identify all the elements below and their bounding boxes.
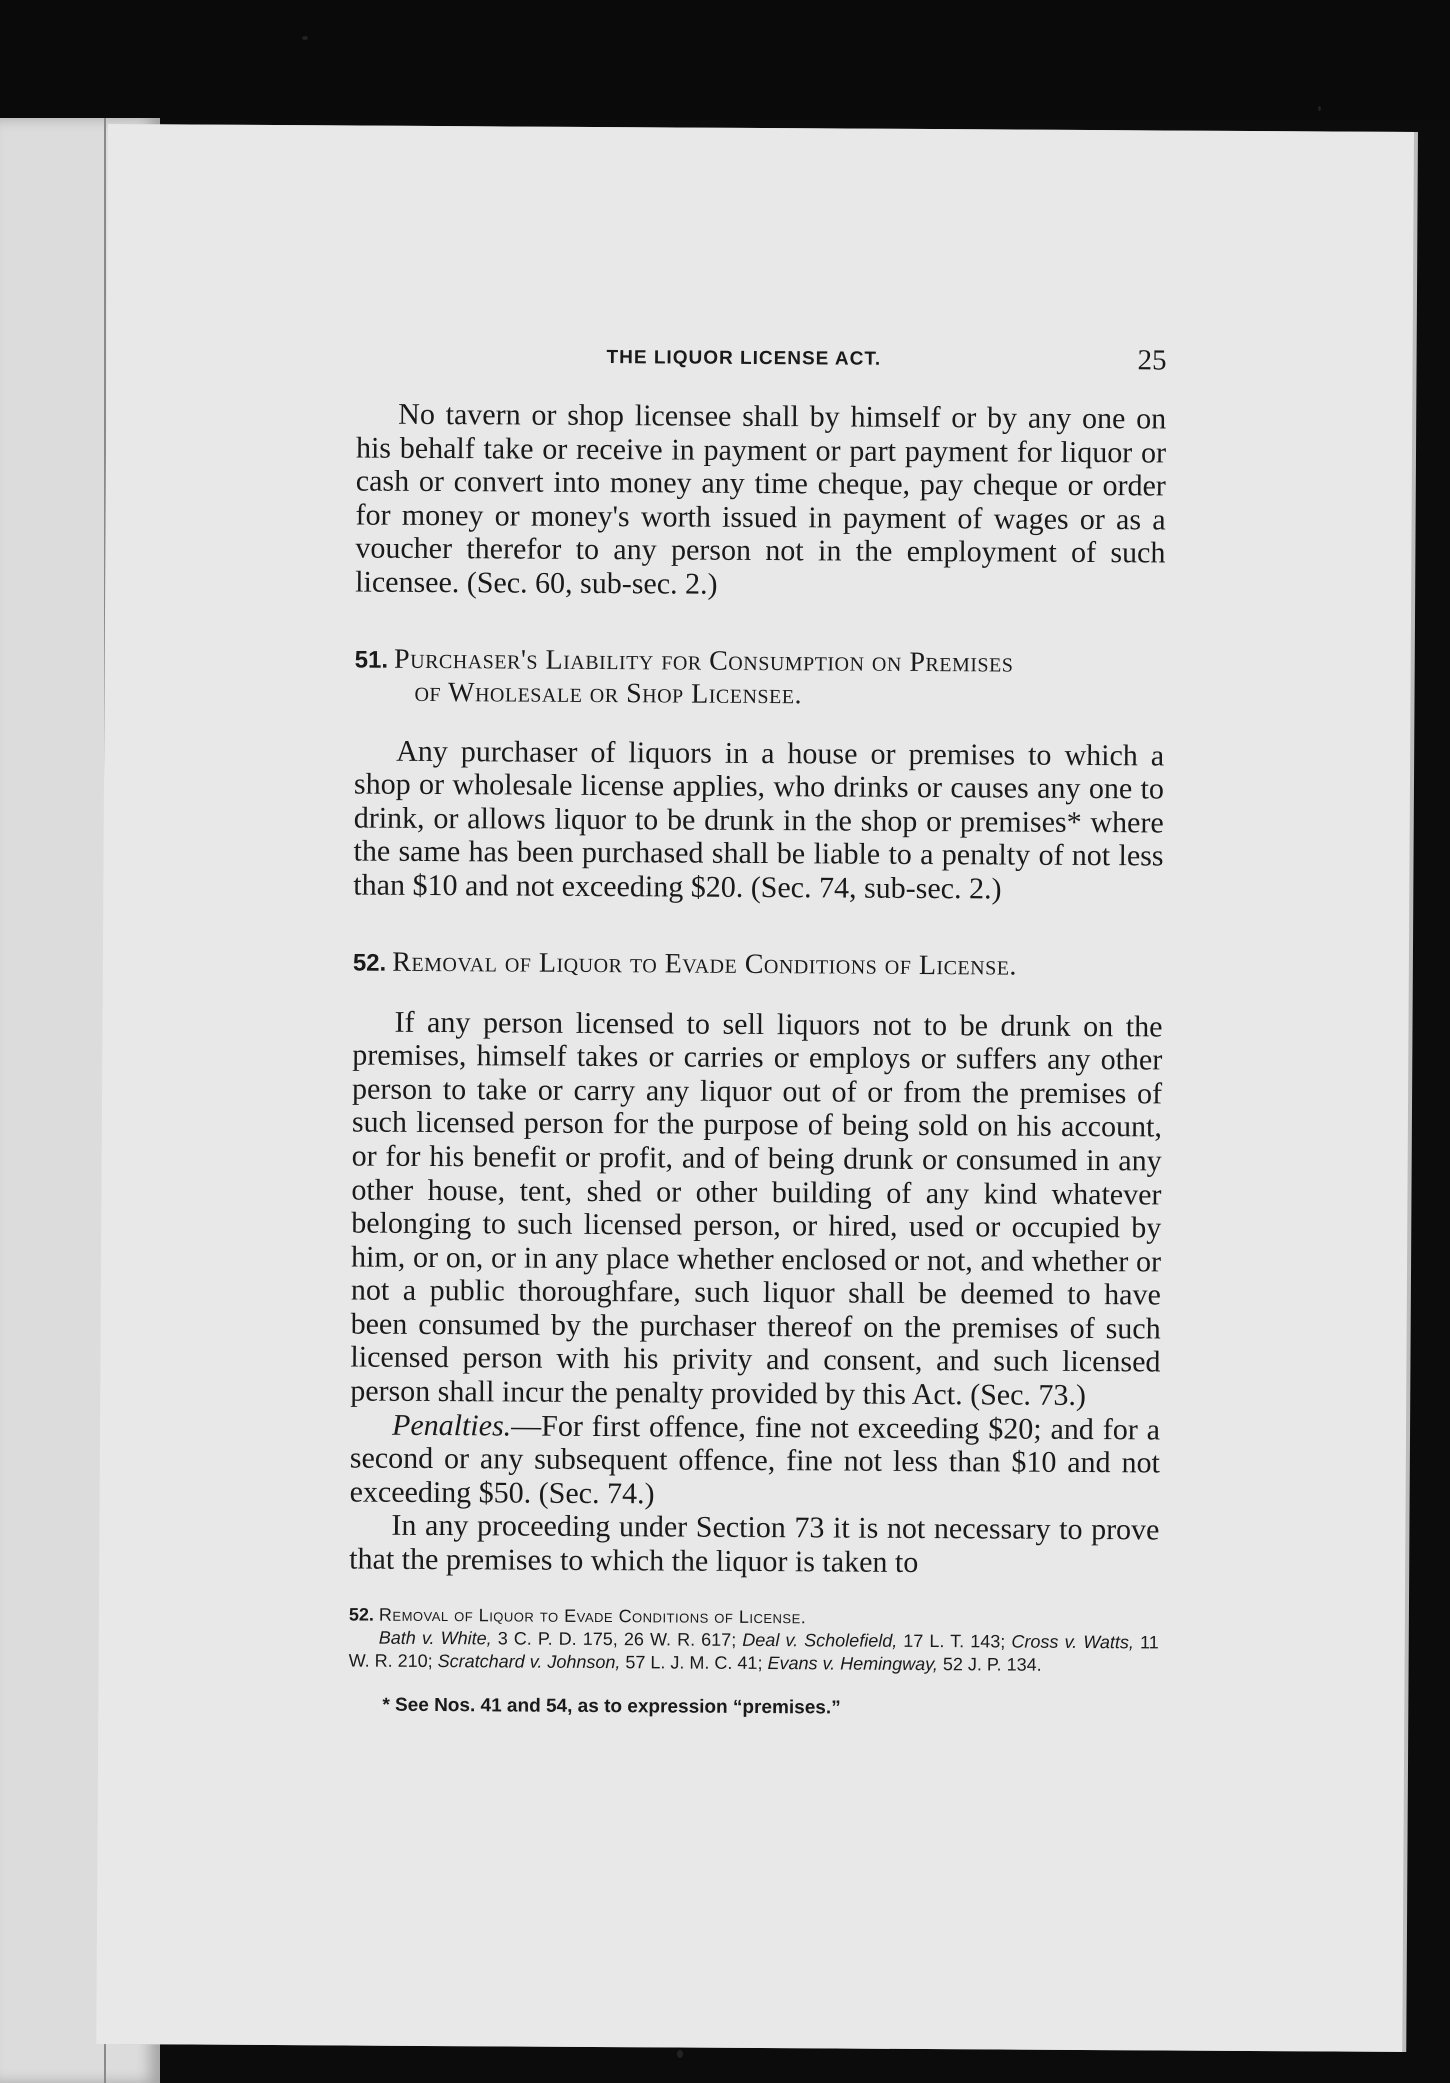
paragraph-tavern-licensee: No tavern or shop licensee shall by himself or by any one on his behalf take or receive in payment or part payment for liquor or cash or convert into money any time cheque, pay cheque or order for money or money's worth issued in payment of wages or as a voucher therefor to any person not in the employment of such licensee. (Sec. 60, sub-sec. 2.): [355, 397, 1167, 601]
section-52-heading: [353, 946, 1163, 984]
page-content: [348, 346, 1166, 1722]
scan-background: [0, 0, 1450, 120]
case-name: Evans v. Hemingway,: [767, 1652, 938, 1674]
case-citation: 3 C. P. D. 175, 26 W. R. 617;: [491, 1627, 743, 1650]
case-name: Deal v. Scholefield,: [742, 1629, 898, 1651]
case-name: Scratchard v. Johnson,: [437, 1650, 621, 1672]
section-52-title: Removal of Liquor to Evade Conditions of License.: [392, 946, 1018, 982]
penalties-text: —For first offence, fine not exceeding $20; and for a second or any subsequent offence, fine not less than $10 and not exceeding $50. (Sec. 74.): [349, 1409, 1161, 1511]
case-notes-title: Removal of Liquor to Evade Conditions of License.: [378, 1604, 807, 1627]
section-52-penalties: [350, 1408, 1161, 1514]
case-notes-number: 52.: [348, 1604, 374, 1625]
case-citation: 11 W. R. 210;: [348, 1631, 1159, 1671]
case-citation: 17 L. T. 143;: [897, 1630, 1012, 1652]
running-title: THE LIQUOR LICENSE ACT.: [606, 347, 882, 370]
footnote-premises: * See Nos. 41 and 54, as to expression “premises.”: [382, 1694, 841, 1719]
book-page: [96, 124, 1414, 2052]
section-51-heading: [354, 643, 1164, 713]
section-51-title-line-1: Purchaser's Liability for Consumption on Premises: [394, 643, 1014, 679]
running-head: [356, 346, 1166, 403]
penalties-label: Penalties.: [391, 1408, 512, 1443]
scan-speck: [302, 36, 308, 40]
scan-speck: [677, 2050, 683, 2058]
case-citations: [349, 1626, 1159, 1677]
section-51-title-line-2: of Wholesale or Shop Licensee.: [414, 676, 803, 710]
case-citation: 57 L. J. M. C. 41;: [620, 1651, 768, 1673]
page-number: 25: [1137, 344, 1167, 377]
case-notes: [348, 1602, 1159, 1721]
section-52-proceeding: In any proceeding under Section 73 it is not necessary to prove that the premises to which the liquor is taken to: [349, 1509, 1160, 1580]
case-name: Cross v. Watts,: [1011, 1631, 1135, 1652]
case-name: Bath v. White,: [378, 1627, 492, 1648]
scan-speck: [1318, 106, 1321, 111]
section-52-body: If any person licensed to sell liquors not to be drunk on the premises, himself takes or carries or employs or suffers any other person to take or carry any liquor out of or from the premises of such licensed person for the purpose of being sold on his account, or for his benefit or profit, and of being drunk or consumed in any other house, tent, shed or other building of any kind whatever belonging to such licensed person, or hired, used or occupied by him, or on, or in any place whether enclosed or not, and whether or not a public thoroughfare, such liquor shall be deemed to have been consumed by the purchaser thereof on the premises of such licensed person with his privity and consent, and such licensed person shall incur the penalty provided by this Act. (Sec. 73.): [350, 1005, 1163, 1413]
case-citation: 52 J. P. 134.: [937, 1653, 1042, 1675]
section-52-number: 52.: [352, 949, 387, 977]
section-51-body: Any purchaser of liquors in a house or premises to which a shop or wholesale license applies, who drinks or causes any one to drink, or allows liquor to be drunk in the shop or premises* where the same has been purchased shall be liable to a penalty of not less than $10 and not exceeding $20. (Sec. 74, sub-sec. 2.): [353, 734, 1165, 906]
section-51-number: 51.: [354, 646, 389, 674]
